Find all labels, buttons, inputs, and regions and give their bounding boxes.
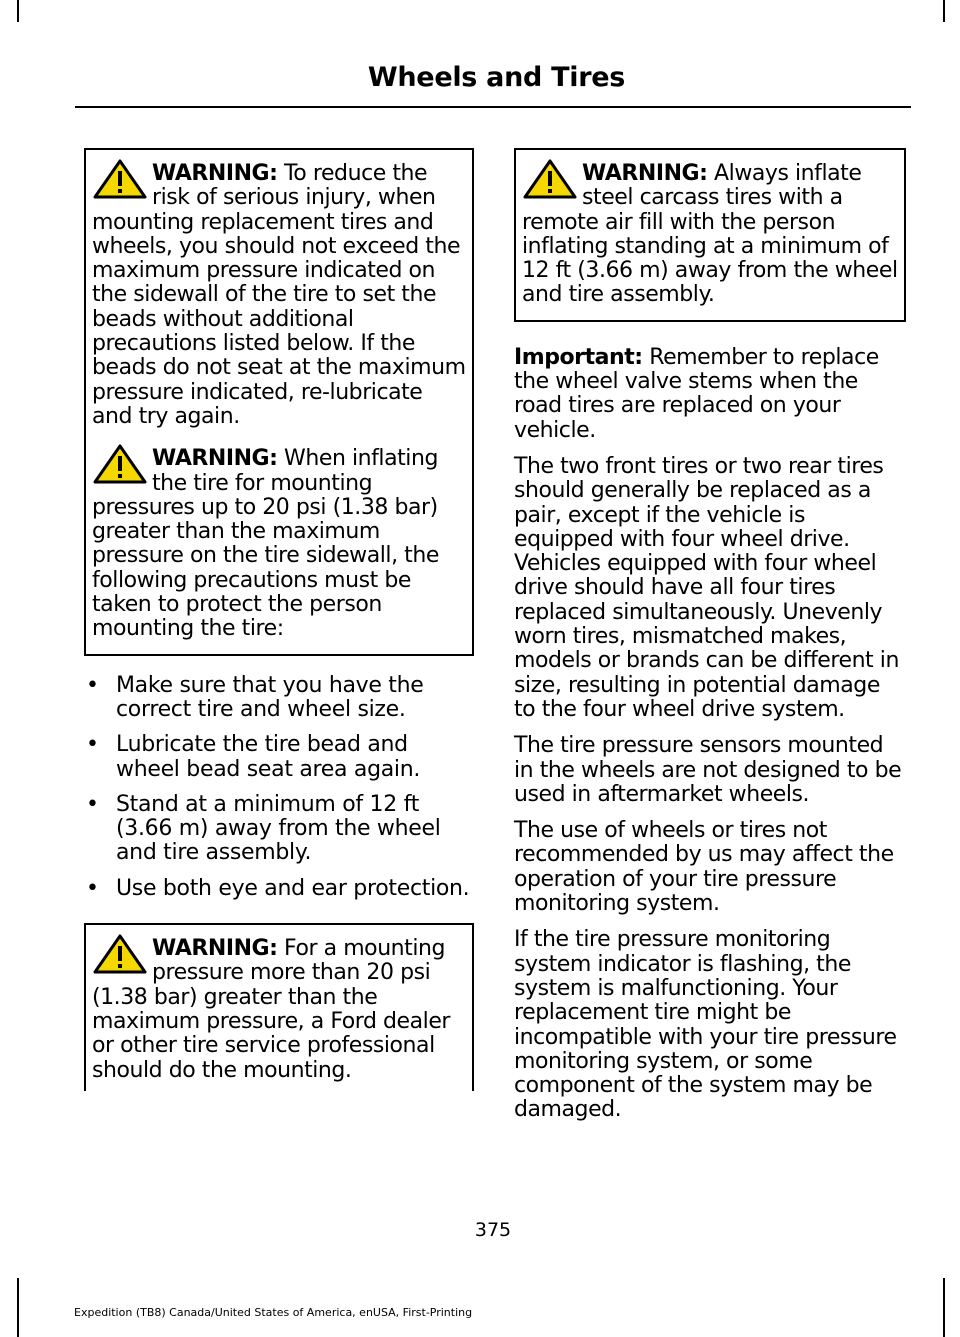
- spacer: [514, 322, 906, 346]
- crop-mark-bottom-right: [943, 1278, 945, 1337]
- header-divider: [75, 106, 911, 108]
- list-item-text: Stand at a minimum of 12 ft (3.66 m) away from the wheel and tire assembly.: [116, 791, 441, 866]
- warning-3: [92, 937, 466, 1083]
- warning-text: To reduce the risk of serious injury, when mounting replacement tires and wheels, you should not exceed the maximum pressure indicated on the sidewall of the tire to set the beads without additional precautions listed below. If the beads do not seat at the maximum pressure indicated, re-lubricate and try again.: [92, 161, 466, 429]
- bullet-marker: •: [86, 875, 99, 901]
- left-column: [84, 148, 474, 1091]
- important-label: Important:: [514, 344, 643, 370]
- list-item: [84, 793, 474, 866]
- warning-label: WARNING:: [152, 936, 278, 962]
- warning-triangle-icon: [522, 158, 578, 200]
- list-item-text: Lubricate the tire bead and wheel bead seat area again.: [116, 732, 421, 782]
- page-title: Wheels and Tires: [367, 62, 625, 93]
- bullet-marker: •: [86, 672, 99, 698]
- warning-text: When inflating the tire for mounting pressures up to 20 psi (1.38 bar) greater than the maximum pressure on the tire sidewall, the following precautions must be taken to protect the person mounting the tire:: [92, 446, 439, 642]
- list-item: [84, 877, 474, 901]
- warning-label: WARNING:: [582, 161, 708, 186]
- warning-box-2: [84, 923, 474, 1091]
- paragraph: The two front tires or two rear tires should generally be replaced as a pair, except if the vehicle is equipped with four wheel drive. Vehicles equipped with four wheel drive should have all four tires replaced simultaneously. Unevenly worn tires, mismatched makes, models or brands can be different in size, resulting in potential damage to the four wheel drive system.: [514, 453, 899, 722]
- list-item-text: Make sure that you have the correct tire and wheel size.: [116, 672, 424, 722]
- warning-triangle-icon: [92, 443, 148, 485]
- warning-box-1: [84, 148, 474, 656]
- warning-2: [92, 447, 466, 641]
- list-item: [84, 733, 474, 782]
- bullet-marker: •: [86, 732, 99, 758]
- crop-mark-top-right: [943, 0, 945, 22]
- paragraph: The tire pressure sensors mounted in the wheels are not designed to be used in aftermarket wheels.: [514, 733, 902, 807]
- precautions-list: [84, 674, 474, 901]
- paragraph: The use of wheels or tires not recommended by us may affect the operation of your tire pressure monitoring system.: [514, 818, 894, 917]
- important-text: Remember to replace the wheel valve stems when the road tires are replaced on your vehicle.: [514, 344, 879, 443]
- warning-text: Always inflate steel carcass tires with a remote air fill with the person inflating standing at a minimum of 12 ft (3.66 m) away from the wheel and tire assembly.: [522, 161, 898, 308]
- warning-triangle-icon: [92, 158, 148, 200]
- warning-label: WARNING:: [152, 161, 278, 186]
- warning-text: For a mounting pressure more than 20 psi (1.38 bar) greater than the maximum pressure, a Ford dealer or other tire service professional should do the mounting.: [92, 936, 450, 1083]
- list-item: [84, 674, 474, 723]
- warning-box-3: [514, 148, 906, 322]
- crop-mark-top-left: [17, 0, 19, 22]
- list-item-text: Use both eye and ear protection.: [116, 875, 470, 901]
- right-column: [514, 148, 906, 1135]
- spacer: [84, 912, 474, 923]
- warning-label: WARNING:: [152, 446, 278, 472]
- page-number: 375: [474, 1219, 512, 1241]
- footer-text: Expedition (TB8) Canada/United States of America, enUSA, First-Printing: [74, 1306, 473, 1319]
- warning-1: [92, 162, 466, 429]
- crop-mark-bottom-left: [17, 1278, 19, 1337]
- warning-4: [522, 162, 898, 308]
- paragraph: If the tire pressure monitoring system indicator is flashing, the system is malfunctioning. Your replacement tire might be incompatible with your tire pressure monitoring system, or some component of the system may be damaged.: [514, 927, 897, 1123]
- bullet-marker: •: [86, 791, 99, 817]
- warning-triangle-icon: [92, 933, 148, 975]
- important-note: [514, 346, 906, 443]
